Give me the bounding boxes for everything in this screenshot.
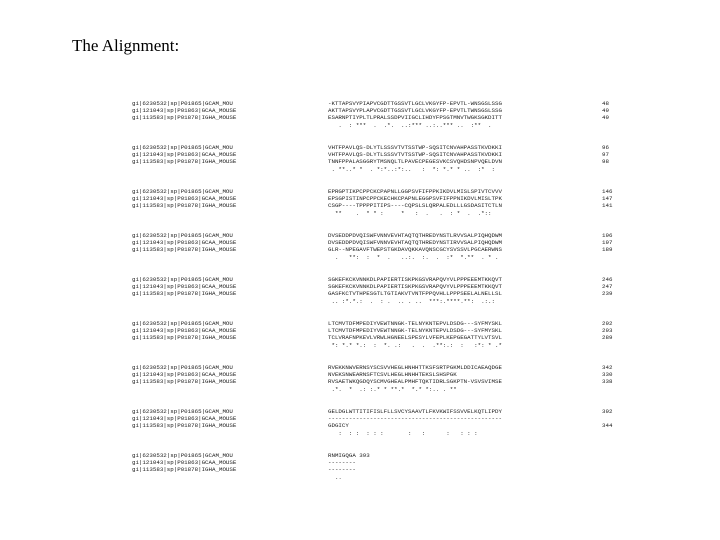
sequence-row [132,364,632,371]
sequence-residues: VHTFPAVLQS-DLYTLSSSVTVTSSTWP-SQSITCNVAHPASSTKVDKKI [328,151,502,159]
sequence-row [132,290,632,297]
sequence-row [132,100,632,107]
alignment-block [132,276,632,305]
sequence-position: 246 [602,276,613,283]
consensus-symbols: . **: : * . ..:. :. . :* *.** . * . [328,253,506,261]
sequence-id: gi|121043|sp|P01863|GCAA_MOUSE [132,371,237,379]
sequence-position: 293 [602,327,613,335]
sequence-residues: GDGICY [328,422,349,430]
sequence-residues: LTCMVTDFMPEDIYVEWTNNGK-TELNYKNTEPVLDSDG---SYFMYSKL [328,320,502,327]
sequence-id: gi|113583|sp|P01878|IGHA_MOUSE [132,466,237,474]
sequence-residues: -------- [328,466,356,474]
sequence-id: gi|6230532|sp|P01865|GCAM_MOU [132,408,233,415]
alignment-block [132,408,632,437]
sequence-position: 97 [602,151,609,159]
sequence-position: 147 [602,195,613,203]
consensus-row [132,298,632,305]
sequence-row [132,195,632,202]
sequence-residues: -------------------------------------------------- [328,415,502,423]
sequence-position: 96 [602,144,609,151]
sequence-row [132,114,632,121]
sequence-residues: ESARNPTIYPLTLPRALSSDPVIIGCLIHDYFPSGTMNVTWGKSGKDITT [328,114,502,122]
sequence-row [132,276,632,283]
sequence-id: gi|113583|sp|P01878|IGHA_MOUSE [132,202,237,210]
sequence-residues: DVSEDDPDVQISWFVNNVEVHTAQTQTHREDYNSTLRVVSALPIQHQDWM [328,232,502,239]
sequence-id: gi|6230532|sp|P01865|GCAM_MOU [132,100,233,107]
sequence-id: gi|121043|sp|P01863|GCAA_MOUSE [132,107,237,115]
consensus-row [132,122,632,129]
sequence-row [132,459,632,466]
sequence-position: 141 [602,202,613,210]
consensus-row [132,430,632,437]
sequence-residues: RVSAETWKQGDQYSCMVGHEALPMHFTQKTIDRLSGKPTN-VSVSVIMSE [328,378,502,386]
sequence-residues: NVEKSNWEARNSFTCSVLHEGLHNHHTEKSLSHSPGK [328,371,457,379]
sequence-row [132,452,632,459]
page-title: The Alignment: [72,36,180,55]
sequence-row [132,371,632,378]
sequence-id: gi|113583|sp|P01878|IGHA_MOUSE [132,290,237,298]
sequence-row [132,158,632,165]
sequence-row [132,408,632,415]
sequence-id: gi|6230532|sp|P01865|GCAM_MOU [132,188,233,195]
sequence-position: 330 [602,371,613,379]
consensus-row [132,210,632,217]
sequence-row [132,144,632,151]
sequence-row [132,188,632,195]
alignment-block [132,188,632,217]
sequence-id: gi|121043|sp|P01863|GCAA_MOUSE [132,459,237,467]
sequence-residues: -------- [328,459,356,467]
sequence-residues: EPSGPISTINPCPPCKECHKCPAPNLEGGPSVFIFPPNIKDVLMISLTPK [328,195,502,203]
consensus-symbols: . : *** . .*. ..:*** ..:..*** .. :** . [328,121,499,129]
consensus-symbols: : : : : : : : : : : : : [328,429,499,437]
alignment-block [132,144,632,173]
sequence-residues: EPRGPTIKPCPPCKCPAPNLLGGPSVFIFPPKIKDVLMISLSPIVTCVVV [328,188,502,195]
sequence-residues: LTCMVTDFMPEDIYVEWTNNGK-TELNYKNTEPVLDSDG---SYFMYSKL [328,327,502,335]
consensus-symbols: .*. * .: :.* * **.* *.* *:.. . ** [328,385,502,393]
sequence-id: gi|6230532|sp|P01865|GCAM_MOU [132,320,233,327]
sequence-position: 49 [602,107,609,115]
sequence-row [132,415,632,422]
sequence-row [132,422,632,429]
sequence-position: 289 [602,334,613,342]
sequence-residues: RNMIGQGA 393 [328,452,370,459]
sequence-position: 197 [602,239,613,247]
sequence-id: gi|113583|sp|P01878|IGHA_MOUSE [132,378,237,386]
sequence-position: 292 [602,320,613,327]
consensus-symbols: .. [328,473,356,481]
sequence-row [132,466,632,473]
consensus-symbols: .. :*.*.: . : . .. . .. ***:.****.**: .:.: [328,297,499,305]
sequence-residues: GLR--NPEGAVFTWEPSTGKDAVQKKAVQNSCGCYSVSSVLPGCAERWNS [328,246,502,254]
sequence-position: 344 [602,422,613,430]
sequence-id: gi|6230532|sp|P01865|GCAM_MOU [132,364,233,371]
sequence-row [132,283,632,290]
sequence-row [132,378,632,385]
sequence-position: 392 [602,408,613,415]
consensus-symbols: *: *.* *.: : *. .: . . .**:.: : :*: * .* [328,341,506,349]
sequence-id: gi|6230532|sp|P01865|GCAM_MOU [132,452,233,459]
sequence-row [132,320,632,327]
sequence-position: 247 [602,283,613,291]
sequence-residues: DVSEDDPDVQISWFVNNVEVHTAQTQTHREDYNSTIRVVSALPIQHQDWM [328,239,502,247]
sequence-row [132,327,632,334]
alignment-block [132,100,632,129]
sequence-position: 342 [602,364,613,371]
consensus-symbols: ** . * * : * : . . : * . .*:: [328,209,499,217]
sequence-residues: TCLVRAFNPKEVLVRWLHGNEELSPESYLVFEPLKEPGEGATTYLVTSVL [328,334,502,342]
sequence-row [132,334,632,341]
consensus-row [132,166,632,173]
consensus-row [132,342,632,349]
sequence-row [132,246,632,253]
alignment-block [132,364,632,393]
sequence-residues: CSGP----TPPPPITIPS----CQPSLSLQRPALEDLLLGSDASITCTLN [328,202,502,210]
sequence-position: 48 [602,100,609,107]
consensus-row [132,474,632,481]
sequence-id: gi|113583|sp|P01878|IGHA_MOUSE [132,114,237,122]
sequence-position: 49 [602,114,609,122]
sequence-position: 338 [602,378,613,386]
sequence-position: 239 [602,290,613,298]
sequence-position: 98 [602,158,609,166]
consensus-symbols: . **..* * . *:*..:*:.. : *: *.* * .. :* : [328,165,499,173]
sequence-position: 189 [602,246,613,254]
sequence-id: gi|121043|sp|P01863|GCAA_MOUSE [132,151,237,159]
sequence-id: gi|121043|sp|P01863|GCAA_MOUSE [132,195,237,203]
sequence-id: gi|113583|sp|P01878|IGHA_MOUSE [132,334,237,342]
sequence-residues: GELDGLWTTITIFISLFLLSVCYSAAVTLFKVKWIFSSVVELKQTLIPDY [328,408,502,415]
sequence-residues: RVEKKNWVERNSYSCSVVHEGLHNHHTTKSFSRTPGKMLDDICAEAQDGE [328,364,502,371]
sequence-residues: GASFKCTVTHPESGTLTGTIAKVTVNTFPPQVHLLPPPSEELALNELLSL [328,290,502,298]
sequence-row [132,202,632,209]
sequence-residues: TNNFPPALASGGRYTMSNQLTLPAVECPEGESVKCSVQHDSNPVQELDVN [328,158,502,166]
sequence-residues: VHTFPAVLQS-DLYTLSSSVTVTSSTWP-SQSITCNVAHPASSTKVDKKI [328,144,502,151]
sequence-id: gi|121043|sp|P01863|GCAA_MOUSE [132,283,237,291]
sequence-id: gi|6230532|sp|P01865|GCAM_MOU [132,276,233,283]
sequence-id: gi|121043|sp|P01863|GCAA_MOUSE [132,239,237,247]
sequence-residues: -KTTAPSVYPIAPVCGDTTGSSVTLGCLVKGYFP-EPVTL-WNSGSLSSG [328,100,502,107]
alignment-block [132,452,632,481]
sequence-id: gi|121043|sp|P01863|GCAA_MOUSE [132,327,237,335]
sequence-residues: SGKEFKCKVNNKDLPAPIERTISKPKGSVRAPQVYVLPPPEEEMTKKQVT [328,276,502,283]
alignment-block [132,320,632,349]
sequence-row [132,151,632,158]
consensus-row [132,386,632,393]
sequence-position: 196 [602,232,613,239]
sequence-id: gi|113583|sp|P01878|IGHA_MOUSE [132,246,237,254]
sequence-row [132,232,632,239]
sequence-id: gi|113583|sp|P01878|IGHA_MOUSE [132,422,237,430]
sequence-id: gi|113583|sp|P01878|IGHA_MOUSE [132,158,237,166]
alignment-block [132,232,632,261]
sequence-alignment [132,100,632,500]
sequence-id: gi|6230532|sp|P01865|GCAM_MOU [132,232,233,239]
sequence-residues: SGKEFKCKVNNKDLPAPIERTISKPKGSVRAPQVYVLPPPEEEMTKKQVT [328,283,502,291]
sequence-id: gi|6230532|sp|P01865|GCAM_MOU [132,144,233,151]
sequence-residues: AKTTAPSVYPLAPVCGDTTGSSVTLGCLVKGYFP-EPVTLTWNSGSLSSG [328,107,502,115]
sequence-row [132,239,632,246]
sequence-id: gi|121043|sp|P01863|GCAA_MOUSE [132,415,237,423]
sequence-row [132,107,632,114]
consensus-row [132,254,632,261]
sequence-position: 146 [602,188,613,195]
